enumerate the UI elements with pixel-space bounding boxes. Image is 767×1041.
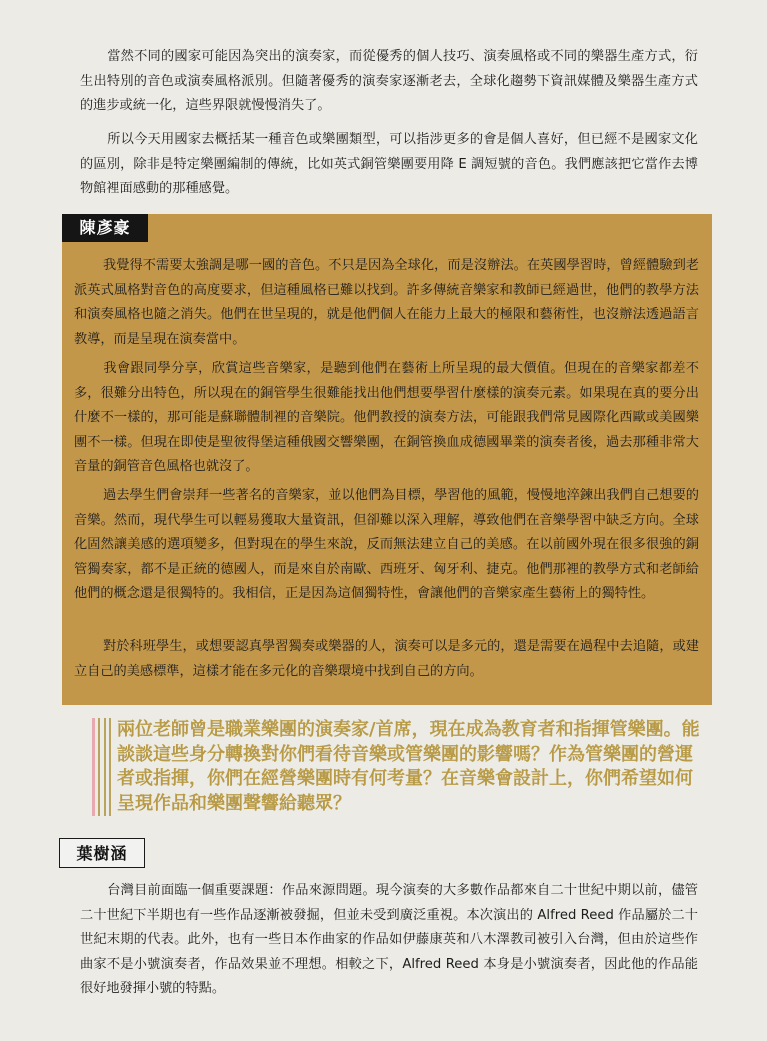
- speaker1-paragraph-2-text: 我會跟同學分享，欣賞這些音樂家，是聽到他們在藝術上所呈現的最大價值。但現在的音樂家都差不多，很難分出特色，所以現在的銅管學生很難能找出他們想要學習什麼樣的演奏元素。如果現在真的要分出什麼不一樣的，那可能是蘇聯體制裡的音樂院。他們教授的演奏方法，可能跟我們常見國際化西歐或美國樂團不一樣。但現在即使是聖彼得堡這種俄國交響樂團，在銅管換血成德國畢業的演奏者後，過去那種非常大音量的銅管音色風格也就沒了。: [74, 361, 699, 474]
- speaker2-paragraph-1: [80, 879, 698, 1002]
- speaker1-answer-box: [62, 214, 712, 705]
- question-stripes-decoration: [92, 718, 112, 816]
- speaker1-paragraph-3: [74, 484, 699, 607]
- speaker1-name-tag: 陳彥豪: [62, 214, 148, 242]
- speaker1-paragraph-3-text: 過去學生們會崇拜一些著名的音樂家，並以他們為目標，學習他的風範，慢慢地淬鍊出我們自己想要的音樂。然而，現代學生可以輕易獲取大量資訊，但卻難以深入理解，導致他們在音樂學習中缺乏方向。全球化固然讓美感的選項變多，但對現在的學生來說，反而無法建立自己的美感。在以前國外現在很多很強的銅管獨奏家，都不是正統的德國人，而是來自於南歐、西班牙、匈牙利、捷克。他們那裡的教學方式和老師給他們的概念還是很獨特的。我相信，正是因為這個獨特性，會讓他們的音樂家產生藝術上的獨特性。: [74, 488, 699, 601]
- intro-paragraph-2-text: 所以今天用國家去概括某一種音色或樂團類型，可以指涉更多的會是個人喜好，但已經不是國家文化的區別，除非是特定樂團編制的傳統，比如英式銅管樂團要用降 E 調短號的音色。我們應該把它當作去博物館裡面感動的那種感覺。: [80, 132, 698, 196]
- speaker1-paragraph-4: [74, 635, 699, 684]
- intro-paragraph-1: [80, 45, 698, 119]
- intro-paragraph-2: [80, 128, 698, 202]
- speaker1-paragraph-1: [74, 254, 699, 352]
- speaker1-paragraph-4-text: 對於科班學生，或想要認真學習獨奏或樂器的人，演奏可以是多元的，還是需要在過程中去追隨，或建立自己的美感標準，這樣才能在多元化的音樂環境中找到自己的方向。: [74, 639, 699, 679]
- speaker1-paragraph-1-text: 我覺得不需要太強調是哪一國的音色。不只是因為全球化，而是沒辦法。在英國學習時，曾經體驗到老派英式風格對音色的高度要求，但這種風格已難以找到。許多傳統音樂家和教師已經過世，他們的教學方法和演奏風格也隨之消失。他們在世呈現的，就是他們個人在能力上最大的極限和藝術性，也沒辦法透過語言教導，而是呈現在演奏當中。: [74, 258, 699, 347]
- speaker2-name-tag: 葉樹涵: [59, 838, 145, 868]
- speaker2-paragraph-1-text: 台灣目前面臨一個重要課題：作品來源問題。現今演奏的大多數作品都來自二十世紀中期以前，儘管二十世紀下半期也有一些作品逐漸被發掘，但並未受到廣泛重視。本次演出的 Alfred Reed 作品屬於二十世紀末期的代表。此外，也有一些日本作曲家的作品如伊藤康英和八木澤教司被引入台灣，但由於這些作曲家不是小號演奏者，作品效果並不理想。相較之下，Alfred Reed 本身是小號演奏者，因此他的作品能很好地發揮小號的特點。: [80, 883, 698, 996]
- intro-paragraph-1-text: 當然不同的國家可能因為突出的演奏家，而從優秀的個人技巧、演奏風格或不同的樂器生產方式，衍生出特別的音色或演奏風格派別。但隨著優秀的演奏家逐漸老去，全球化趨勢下資訊媒體及樂器生產方式的進步或統一化，這些界限就慢慢消失了。: [80, 49, 698, 113]
- interview-question: 兩位老師曾是職業樂團的演奏家/首席，現在成為教育者和指揮管樂團。能談談這些身分轉換對你們看待音樂或管樂團的影響嗎？作為管樂團的營運者或指揮，你們在經營樂團時有何考量？在音樂會設計上，你們希望如何呈現作品和樂團聲響給聽眾？: [117, 719, 700, 814]
- speaker1-paragraph-2: [74, 357, 699, 480]
